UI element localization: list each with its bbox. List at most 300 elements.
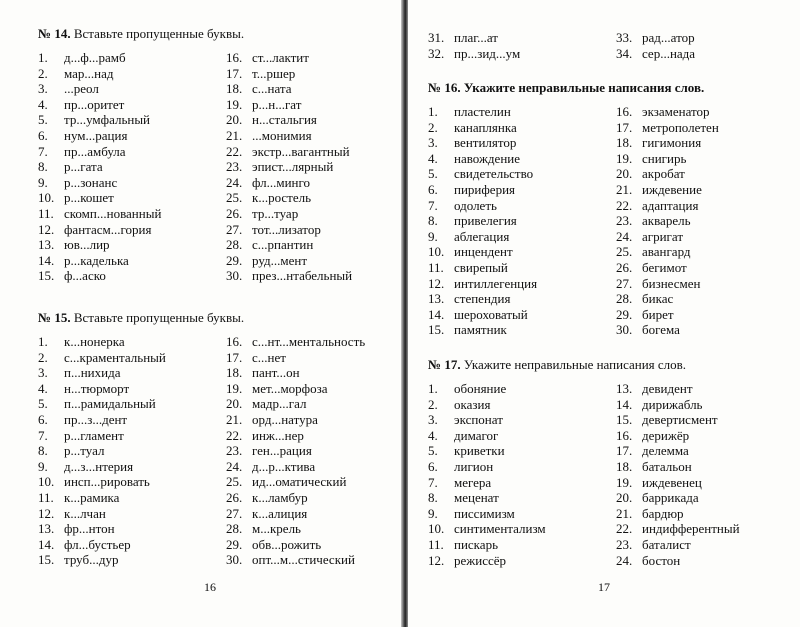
list-item [428,30,616,46]
list-item [38,350,226,366]
item-word: ...монимия [252,127,312,143]
item-number: 31. [428,30,445,45]
list-item [616,30,695,46]
exercise-17-heading [428,357,740,373]
item-number: 24. [616,552,633,568]
word-list [38,50,226,284]
item-number: 9. [38,458,48,474]
list-item [616,46,695,62]
item-number: 17. [226,65,243,81]
list-item [428,166,616,182]
item-number: 3. [428,412,438,428]
item-word: р...кошет [64,190,114,206]
item-number: 19. [616,474,633,490]
item-number: 8. [38,159,48,175]
item-number: 2. [38,65,48,81]
item-word: пириферия [454,181,516,197]
item-number: 4. [428,427,438,443]
item-number: 14. [616,396,633,412]
item-word: тот...лизатор [252,221,321,237]
item-word: бостон [642,552,681,568]
item-number: 6. [38,411,48,427]
item-number: 29. [226,252,243,268]
item-word: интиллегенция [454,275,538,291]
list-item [428,151,616,167]
list-item [428,553,616,569]
item-word: к...ростель [252,190,312,206]
item-number: 21. [616,181,633,197]
item-number: 3. [38,365,48,381]
item-word: ...реол [64,81,99,97]
item-number: 12. [428,552,445,568]
item-number: 9. [428,228,438,244]
item-word: гигимония [642,135,702,151]
list-item [226,521,365,537]
list-item [38,474,226,490]
item-number: 8. [428,213,438,229]
list-item [226,552,365,568]
list-item [38,334,226,350]
list-item [616,322,719,338]
list-item [226,128,352,144]
exercise-number: № 15. [38,310,71,325]
item-number: 10. [38,474,55,490]
item-word: руд...мент [252,252,308,268]
exercise-number: № 17. [428,357,461,372]
list-item [428,397,616,413]
item-word: пискарь [454,536,499,552]
item-word: экстр...вагантный [252,143,350,159]
item-word: р...каделька [64,252,129,268]
list-item [226,350,365,366]
item-number: 26. [226,489,243,505]
item-number: 18. [226,81,243,97]
list-item [428,120,616,136]
item-word: пр...зид...ум [454,45,521,61]
item-word: писсимизм [454,505,515,521]
list-item [226,190,352,206]
item-number: 28. [226,237,243,253]
item-word: метрополетен [642,119,719,135]
exercise-instruction: Вставьте пропущенные буквы. [73,26,245,41]
list-item [616,381,740,397]
item-word: индифферентный [642,521,740,537]
list-item [226,237,352,253]
item-word: навождение [454,150,521,166]
item-number: 15. [38,268,55,284]
list-item [226,334,365,350]
item-word: р...туал [64,443,105,459]
item-number: 21. [226,127,243,143]
exercise-15-heading [38,310,365,326]
exercise-16 [428,80,719,338]
list-item [616,166,719,182]
item-word: д...з...нтерия [64,458,134,474]
item-number: 7. [38,427,48,443]
item-word: богема [642,322,680,338]
item-number: 22. [616,197,633,213]
item-word: бирет [642,306,674,322]
item-word: пластелин [454,104,511,119]
item-word: шероховатый [454,306,528,322]
item-word: авангард [642,244,691,260]
list-item [428,490,616,506]
item-number: 1. [38,334,48,349]
word-list [226,50,352,284]
item-word: иждевенец [642,474,702,490]
item-number: 16. [616,427,633,443]
word-list [226,334,365,568]
list-item [226,268,352,284]
item-number: 16. [226,334,243,349]
list-item [616,276,719,292]
item-word: н...стальгия [252,112,317,128]
item-number: 34. [616,45,633,61]
item-word: нум...рация [64,127,128,143]
item-word: плаг...ат [454,30,498,45]
list-item [616,151,719,167]
item-word: инж...нер [252,427,304,443]
list-item [38,365,226,381]
item-word: фл...минго [252,174,310,190]
item-word: п...рамидальный [64,396,156,412]
list-item [428,260,616,276]
list-item [616,213,719,229]
list-item [616,521,740,537]
exercise-instruction: Укажите неправильные написания слов. [463,80,705,95]
list-item [428,244,616,260]
item-word: одолеть [454,197,497,213]
item-word: акробат [642,166,685,182]
list-item [226,459,365,475]
word-list [428,104,616,338]
item-word: пант...он [252,365,300,381]
item-number: 22. [226,143,243,159]
list-item [38,537,226,553]
item-word: криветки [454,443,505,459]
list-item [226,222,352,238]
item-word: девертисмент [642,412,718,428]
item-number: 7. [428,474,438,490]
list-item [616,244,719,260]
item-number: 9. [38,174,48,190]
word-list [38,334,226,568]
list-item [616,229,719,245]
item-word: с...крaментальный [64,349,166,365]
list-item [226,81,352,97]
list-item [38,206,226,222]
item-word: свидетельство [454,166,534,182]
item-number: 2. [428,396,438,412]
item-number: 16. [616,104,633,119]
item-word: димагог [454,427,499,443]
item-word: мегера [454,474,492,490]
exercise-14-heading [38,26,352,42]
word-columns [38,334,365,568]
item-word: сер...нада [642,45,696,61]
exercise-17 [428,357,740,568]
list-item [428,182,616,198]
item-number: 24. [226,458,243,474]
list-item [616,459,740,475]
item-number: 23. [226,159,243,175]
list-item [616,506,740,522]
item-number: 1. [38,50,48,65]
item-word: обоняние [454,381,507,396]
item-number: 18. [616,458,633,474]
list-item [38,159,226,175]
item-word: бардюр [642,505,684,521]
list-item [226,474,365,490]
word-list [616,30,695,61]
item-number: 8. [428,490,438,506]
item-number: 16. [226,50,243,65]
item-number: 11. [428,259,444,275]
item-word: бегимот [642,259,687,275]
item-number: 12. [38,221,55,237]
list-item [226,412,365,428]
item-word: к...рамика [64,489,120,505]
item-word: степендия [454,291,511,307]
item-word: рад...атор [642,30,695,45]
item-word: с...нет [252,349,286,365]
item-number: 17. [226,349,243,365]
word-list [428,381,616,568]
list-item [226,175,352,191]
item-number: 7. [38,143,48,159]
item-number: 30. [226,268,243,284]
list-item [226,443,365,459]
list-item [226,112,352,128]
item-number: 27. [226,221,243,237]
item-number: 25. [616,244,633,260]
item-number: 32. [428,45,445,61]
list-item [616,537,740,553]
list-item [616,120,719,136]
list-item [428,322,616,338]
list-item [428,307,616,323]
item-word: меценат [454,490,499,506]
item-word: скомп...нованный [64,205,162,221]
list-item [428,291,616,307]
item-word: фл...бустьер [64,536,131,552]
list-item [428,521,616,537]
list-item [428,412,616,428]
list-item [38,81,226,97]
list-item [38,381,226,397]
page-number: 17 [598,580,610,594]
item-word: мет...морфоза [252,380,328,396]
list-item [428,104,616,120]
list-item [428,506,616,522]
list-item [226,97,352,113]
list-item [38,222,226,238]
list-item [38,396,226,412]
item-number: 25. [226,474,243,490]
item-number: 13. [616,381,633,396]
list-item [428,276,616,292]
item-number: 9. [428,505,438,521]
list-item [226,537,365,553]
item-number: 14. [428,306,445,322]
item-word: р...гламент [64,427,124,443]
item-word: девидент [642,381,693,396]
list-item [226,365,365,381]
item-number: 17. [616,443,633,459]
item-number: 10. [38,190,55,206]
item-number: 6. [428,458,438,474]
item-word: д...ф...рамб [64,50,126,65]
item-word: канаплянка [454,119,517,135]
item-number: 8. [38,443,48,459]
item-number: 18. [616,135,633,151]
item-word: лигион [454,458,494,474]
item-number: 15. [38,552,55,568]
item-number: 21. [616,505,633,521]
item-number: 14. [38,536,55,552]
list-item [38,66,226,82]
item-word: батальон [642,458,692,474]
word-columns [428,30,695,61]
item-number: 13. [38,237,55,253]
list-item [38,237,226,253]
item-number: 24. [226,174,243,190]
list-item [38,412,226,428]
item-number: 3. [38,81,48,97]
list-item [38,428,226,444]
list-item [226,66,352,82]
item-number: 28. [616,291,633,307]
item-word: ид...оматический [252,474,347,490]
item-number: 19. [226,380,243,396]
exercise-14 [38,26,352,284]
item-number: 28. [226,521,243,537]
item-word: к...алиция [252,505,308,521]
item-word: к...нонерка [64,334,125,349]
list-item [428,198,616,214]
item-number: 23. [616,213,633,229]
item-word: п...нихида [64,365,121,381]
item-number: 21. [226,411,243,427]
item-word: к...лчан [64,505,106,521]
word-columns [428,381,740,568]
word-columns [38,50,352,284]
item-number: 23. [226,443,243,459]
item-word: инцендент [454,244,513,260]
item-number: 23. [616,536,633,552]
item-number: 22. [226,427,243,443]
item-word: фантасм...гория [64,221,152,237]
exercise-14-continued [428,30,695,61]
item-number: 4. [428,150,438,166]
item-word: ген...рация [252,443,312,459]
item-word: дирижабль [642,396,703,412]
item-word: ф...аско [64,268,106,284]
list-item [38,144,226,160]
item-number: 30. [616,322,633,338]
item-word: баррикада [642,490,699,506]
item-word: труб...дур [64,552,119,568]
list-item [226,396,365,412]
word-columns [428,104,719,338]
list-item [428,428,616,444]
item-number: 19. [226,96,243,112]
item-number: 1. [428,104,438,119]
list-item [616,198,719,214]
list-item [226,490,365,506]
list-item [38,506,226,522]
item-number: 13. [38,521,55,537]
item-number: 11. [38,489,54,505]
item-word: през...нтабельный [252,268,353,284]
item-word: инсп...рировать [64,474,150,490]
item-number: 11. [428,536,444,552]
list-item [38,112,226,128]
item-number: 27. [616,275,633,291]
list-item [226,428,365,444]
item-number: 15. [428,322,445,338]
item-word: экзаменатор [642,104,710,119]
item-number: 5. [38,112,48,128]
list-item [428,213,616,229]
item-word: р...зонанс [64,174,118,190]
list-item [226,159,352,175]
list-item [616,182,719,198]
item-number: 26. [616,259,633,275]
item-number: 4. [38,380,48,396]
item-word: оказия [454,396,491,412]
word-list [428,30,616,61]
list-item [38,521,226,537]
item-number: 22. [616,521,633,537]
list-item [428,443,616,459]
list-item [616,307,719,323]
item-word: юв...лир [64,237,110,253]
item-number: 29. [616,306,633,322]
item-word: свирепый [454,259,508,275]
item-word: режиссёр [454,552,507,568]
list-item [616,412,740,428]
item-number: 20. [226,112,243,128]
item-word: с...ната [252,81,292,97]
item-number: 3. [428,135,438,151]
item-number: 24. [616,228,633,244]
exercise-instruction: Укажите неправильные написания слов. [463,357,687,372]
list-item [616,291,719,307]
item-number: 27. [226,505,243,521]
item-number: 33. [616,30,633,45]
item-number: 1. [428,381,438,396]
item-word: эпист...лярный [252,159,334,175]
item-word: р...н...гат [252,96,302,112]
item-word: тр...умфальный [64,112,151,128]
item-word: д...р...ктива [252,458,316,474]
list-item [38,552,226,568]
item-word: м...крель [252,521,301,537]
item-word: баталист [642,536,691,552]
list-item [616,135,719,151]
item-number: 13. [428,291,445,307]
item-word: экспонат [454,412,503,428]
list-item [616,490,740,506]
item-number: 6. [38,127,48,143]
exercise-number: № 14. [38,26,71,41]
item-number: 10. [428,521,445,537]
item-word: вентилятор [454,135,517,151]
item-word: памятник [454,322,507,338]
list-item [428,381,616,397]
item-number: 25. [226,190,243,206]
